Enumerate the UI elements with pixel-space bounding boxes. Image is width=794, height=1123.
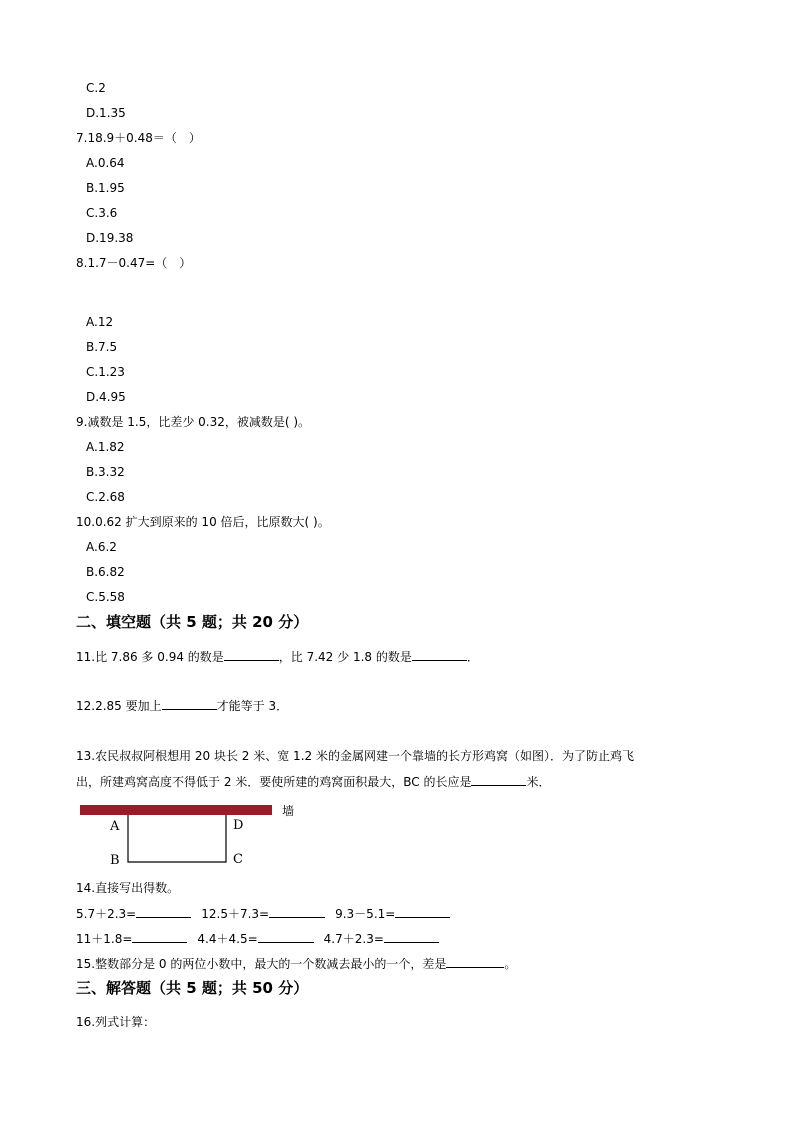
q12-text-1: 12.2.85 要加上 [76, 699, 162, 713]
q7-option-c: C.3.6 [86, 206, 118, 220]
q14-answer-blank-4[interactable] [132, 930, 187, 943]
q14-expr-6: 4.7＋2.3= [323, 932, 384, 946]
wall-label: 墙 [282, 804, 295, 818]
question-16: 16.列式计算： [76, 1015, 156, 1029]
question-15 [76, 955, 516, 972]
q12-answer-blank[interactable] [162, 697, 217, 710]
q14-answer-blank-1[interactable] [136, 905, 191, 918]
label-a: A [110, 819, 120, 834]
q14-expr-5: 4.4＋4.5= [197, 932, 258, 946]
q12-text-2: 才能等于 3． [216, 699, 289, 713]
q11-answer-blank-1[interactable] [224, 648, 279, 661]
q14-answer-blank-6[interactable] [384, 930, 439, 943]
q10-option-b: B.6.82 [86, 565, 125, 579]
q11-text-3: ． [466, 650, 479, 664]
q6-option-d: D.1.35 [86, 106, 126, 120]
q11-text-1: 11.比 7.86 多 0.94 的数是 [76, 650, 224, 664]
section-heading-fill-in: 二、填空题（共 5 题；共 20 分） [76, 613, 309, 631]
q15-answer-blank[interactable] [446, 955, 504, 968]
coop-fence [128, 815, 226, 862]
q11-answer-blank-2[interactable] [412, 648, 467, 661]
question-12 [76, 697, 288, 714]
q14-expr-2: 12.5＋7.3= [201, 907, 270, 921]
q13-text-2: 米． [526, 775, 551, 789]
q7-option-d: D.19.38 [86, 231, 134, 245]
q8-option-b: B.7.5 [86, 340, 118, 354]
q13-line-2 [76, 773, 551, 790]
label-b: B [110, 853, 120, 868]
q14-answer-blank-2[interactable] [269, 905, 325, 918]
q14-answer-blank-5[interactable] [258, 930, 314, 943]
q14-expr-3: 9.3－5.1= [335, 907, 396, 921]
q8-stem: 8.1.7－0.47=（ ） [76, 256, 192, 270]
q9-option-c: C.2.68 [86, 490, 125, 504]
q6-option-c: C.2 [86, 81, 106, 95]
q10-stem: 10.0.62 扩大到原来的 10 倍后，比原数大( )。 [76, 515, 330, 529]
q14-row-1 [76, 905, 450, 922]
label-d: D [233, 818, 244, 833]
q14-expr-4: 11＋1.8= [76, 932, 133, 946]
q8-option-c: C.1.23 [86, 365, 125, 379]
q11-text-2: ，比 7.42 少 1.8 的数是 [278, 650, 412, 664]
q7-option-a: A.0.64 [86, 156, 125, 170]
q14-expr-1: 5.7＋2.3= [76, 907, 137, 921]
label-c: C [233, 852, 243, 867]
q14-answer-blank-3[interactable] [395, 905, 450, 918]
q13-line-1: 13.农民叔叔阿根想用 20 块长 2 米、宽 1.2 米的金属网建一个靠墙的长方形鸡窝（如图）．为了防止鸡飞 [76, 749, 634, 763]
question-11 [76, 648, 479, 665]
q13-text-1: 出，所建鸡窝高度不得低于 2 米．要使所建的鸡窝面积最大，BC 的长应是 [76, 775, 472, 789]
q9-option-b: B.3.32 [86, 465, 125, 479]
q10-option-c: C.5.58 [86, 590, 125, 604]
q14-stem: 14.直接写出得数。 [76, 881, 180, 895]
q9-stem: 9.减数是 1.5，比差少 0.32，被减数是( )。 [76, 415, 311, 429]
q7-option-b: B.1.95 [86, 181, 125, 195]
q7-stem: 7.18.9＋0.48＝（ ） [76, 131, 201, 145]
q14-row-2 [76, 930, 439, 947]
q15-text-2: 。 [504, 957, 517, 971]
q10-option-a: A.6.2 [86, 540, 117, 554]
q8-option-d: D.4.95 [86, 390, 126, 404]
q9-option-a: A.1.82 [86, 440, 125, 454]
q8-option-a: A.12 [86, 315, 114, 329]
q15-text-1: 15.整数部分是 0 的两位小数中，最大的一个数减去最小的一个，差是 [76, 957, 447, 971]
wall-bar [80, 805, 272, 815]
section-heading-solutions: 三、解答题（共 5 题；共 50 分） [76, 979, 309, 997]
chicken-coop-figure [76, 798, 316, 870]
q13-answer-blank[interactable] [471, 773, 526, 786]
